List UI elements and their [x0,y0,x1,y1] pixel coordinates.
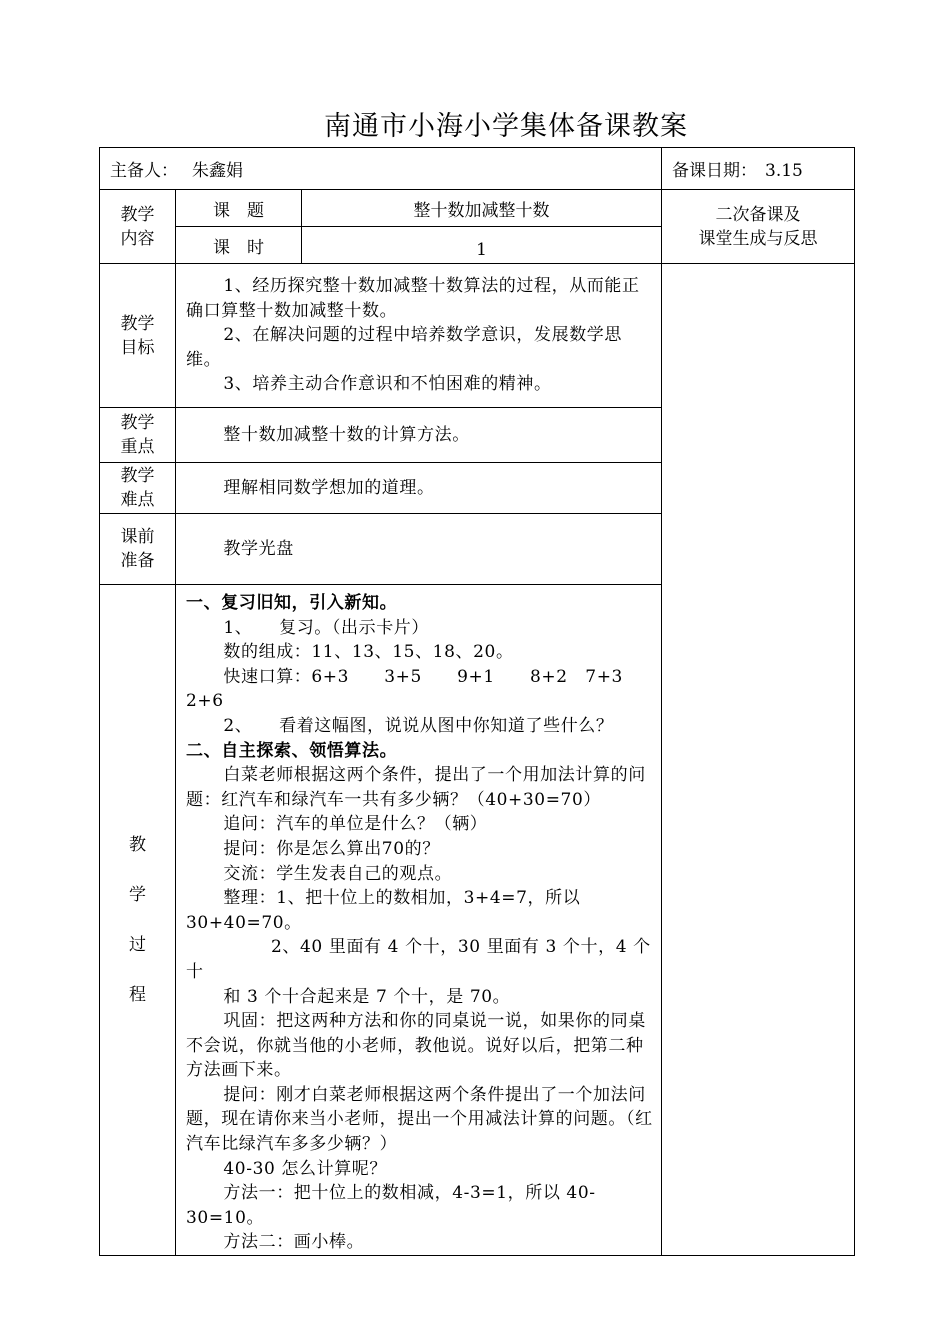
goal-item: 3、培养主动合作意识和不怕困难的精神。 [223,374,552,395]
process-line: 方法二：画小棒。 [223,1232,365,1253]
keypoint-text: 整十数加减整十数的计算方法。 [176,408,662,463]
header-row [100,148,855,190]
goal-item: 1、经历探究整十数加减整十数算法的过程，从而能正确口算整十数加减整十数。 [186,276,640,321]
process-line: 1、 复习。（出示卡片） [223,617,430,638]
process-line: 数的组成：11、13、15、18、20。 [223,642,514,663]
goals-text [176,264,662,408]
difficulty-text: 理解相同数学想加的道理。 [176,463,662,514]
process-line: 2、40 里面有 4 个十，30 里面有 3 个十，4 个十 [186,937,651,982]
topic-label: 课 题 [176,190,302,227]
keypoint-label: 教学 重点 [100,408,176,463]
section-heading: 一、复习旧知，引入新知。 [186,593,398,613]
process-line: 快速口算：6+3 3+5 9+1 8+2 7+3 2+6 [186,666,659,712]
period-label: 课 时 [176,227,302,264]
page-title: 南通市小海小学集体备课教案 [324,111,688,142]
process-line: 提问：刚才白菜老师根据这两个条件提出了一个加法问题，现在请你来当小老师，提出一个用减法计算的问题。（红汽车比绿汽车多多少辆？） [186,1084,653,1155]
period-value: 1 [302,227,662,264]
preparer-label: 主备人： [110,161,178,181]
reflection-label: 二次备课及 课堂生成与反思 [662,190,855,264]
process-line: 整理：1、把十位上的数相加，3+4=7，所以 30+40=70。 [186,888,581,933]
topic-value: 整十数加减整十数 [302,190,662,227]
date-label: 备课日期： [672,161,757,181]
preparation-text: 教学光盘 [176,514,662,585]
process-label: 教 学 过 程 [100,585,176,1256]
process-line: 巩固：把这两种方法和你的同桌说一说，如果你的同桌不会说，你就当他的小老师，教他说。说好以后，把第二种方法画下来。 [186,1011,646,1081]
process-line: 40-30 怎么计算呢？ [223,1158,388,1179]
date-cell [662,148,855,190]
goals-row [100,264,855,408]
reflection-area [662,264,855,1256]
difficulty-label: 教学 难点 [100,463,176,514]
process-line: 提问：你是怎么算出70的？ [223,838,440,859]
goal-item: 2、在解决问题的过程中培养数学意识，发展数学思维。 [186,325,623,370]
process-line: 交流：学生发表自己的观点。 [223,863,453,884]
preparation-label: 课前 准备 [100,514,176,585]
section-heading: 二、自主探索、领悟算法。 [186,740,398,761]
date-value: 3.15 [765,161,803,181]
content-label: 教学 内容 [100,190,176,264]
preparer-name: 朱鑫娟 [192,161,243,181]
process-text [176,585,662,1256]
lesson-plan-table [99,147,855,1256]
process-line: 方法一：把十位上的数相减，4-3=1，所以 40-30=10。 [186,1183,596,1228]
process-line: 2、 看着这幅图，说说从图中你知道了些什么？ [223,715,614,736]
process-line: 和 3 个十合起来是 7 个十，是 70。 [223,986,511,1007]
process-line: 白菜老师根据这两个条件，提出了一个用加法计算的问题：红汽车和绿汽车一共有多少辆？（40+30=70） [186,765,646,810]
topic-row [100,190,855,227]
process-line: 追问：汽车的单位是什么？（辆） [223,814,488,835]
preparer-cell [100,148,662,190]
goals-label: 教学 目标 [100,264,176,408]
